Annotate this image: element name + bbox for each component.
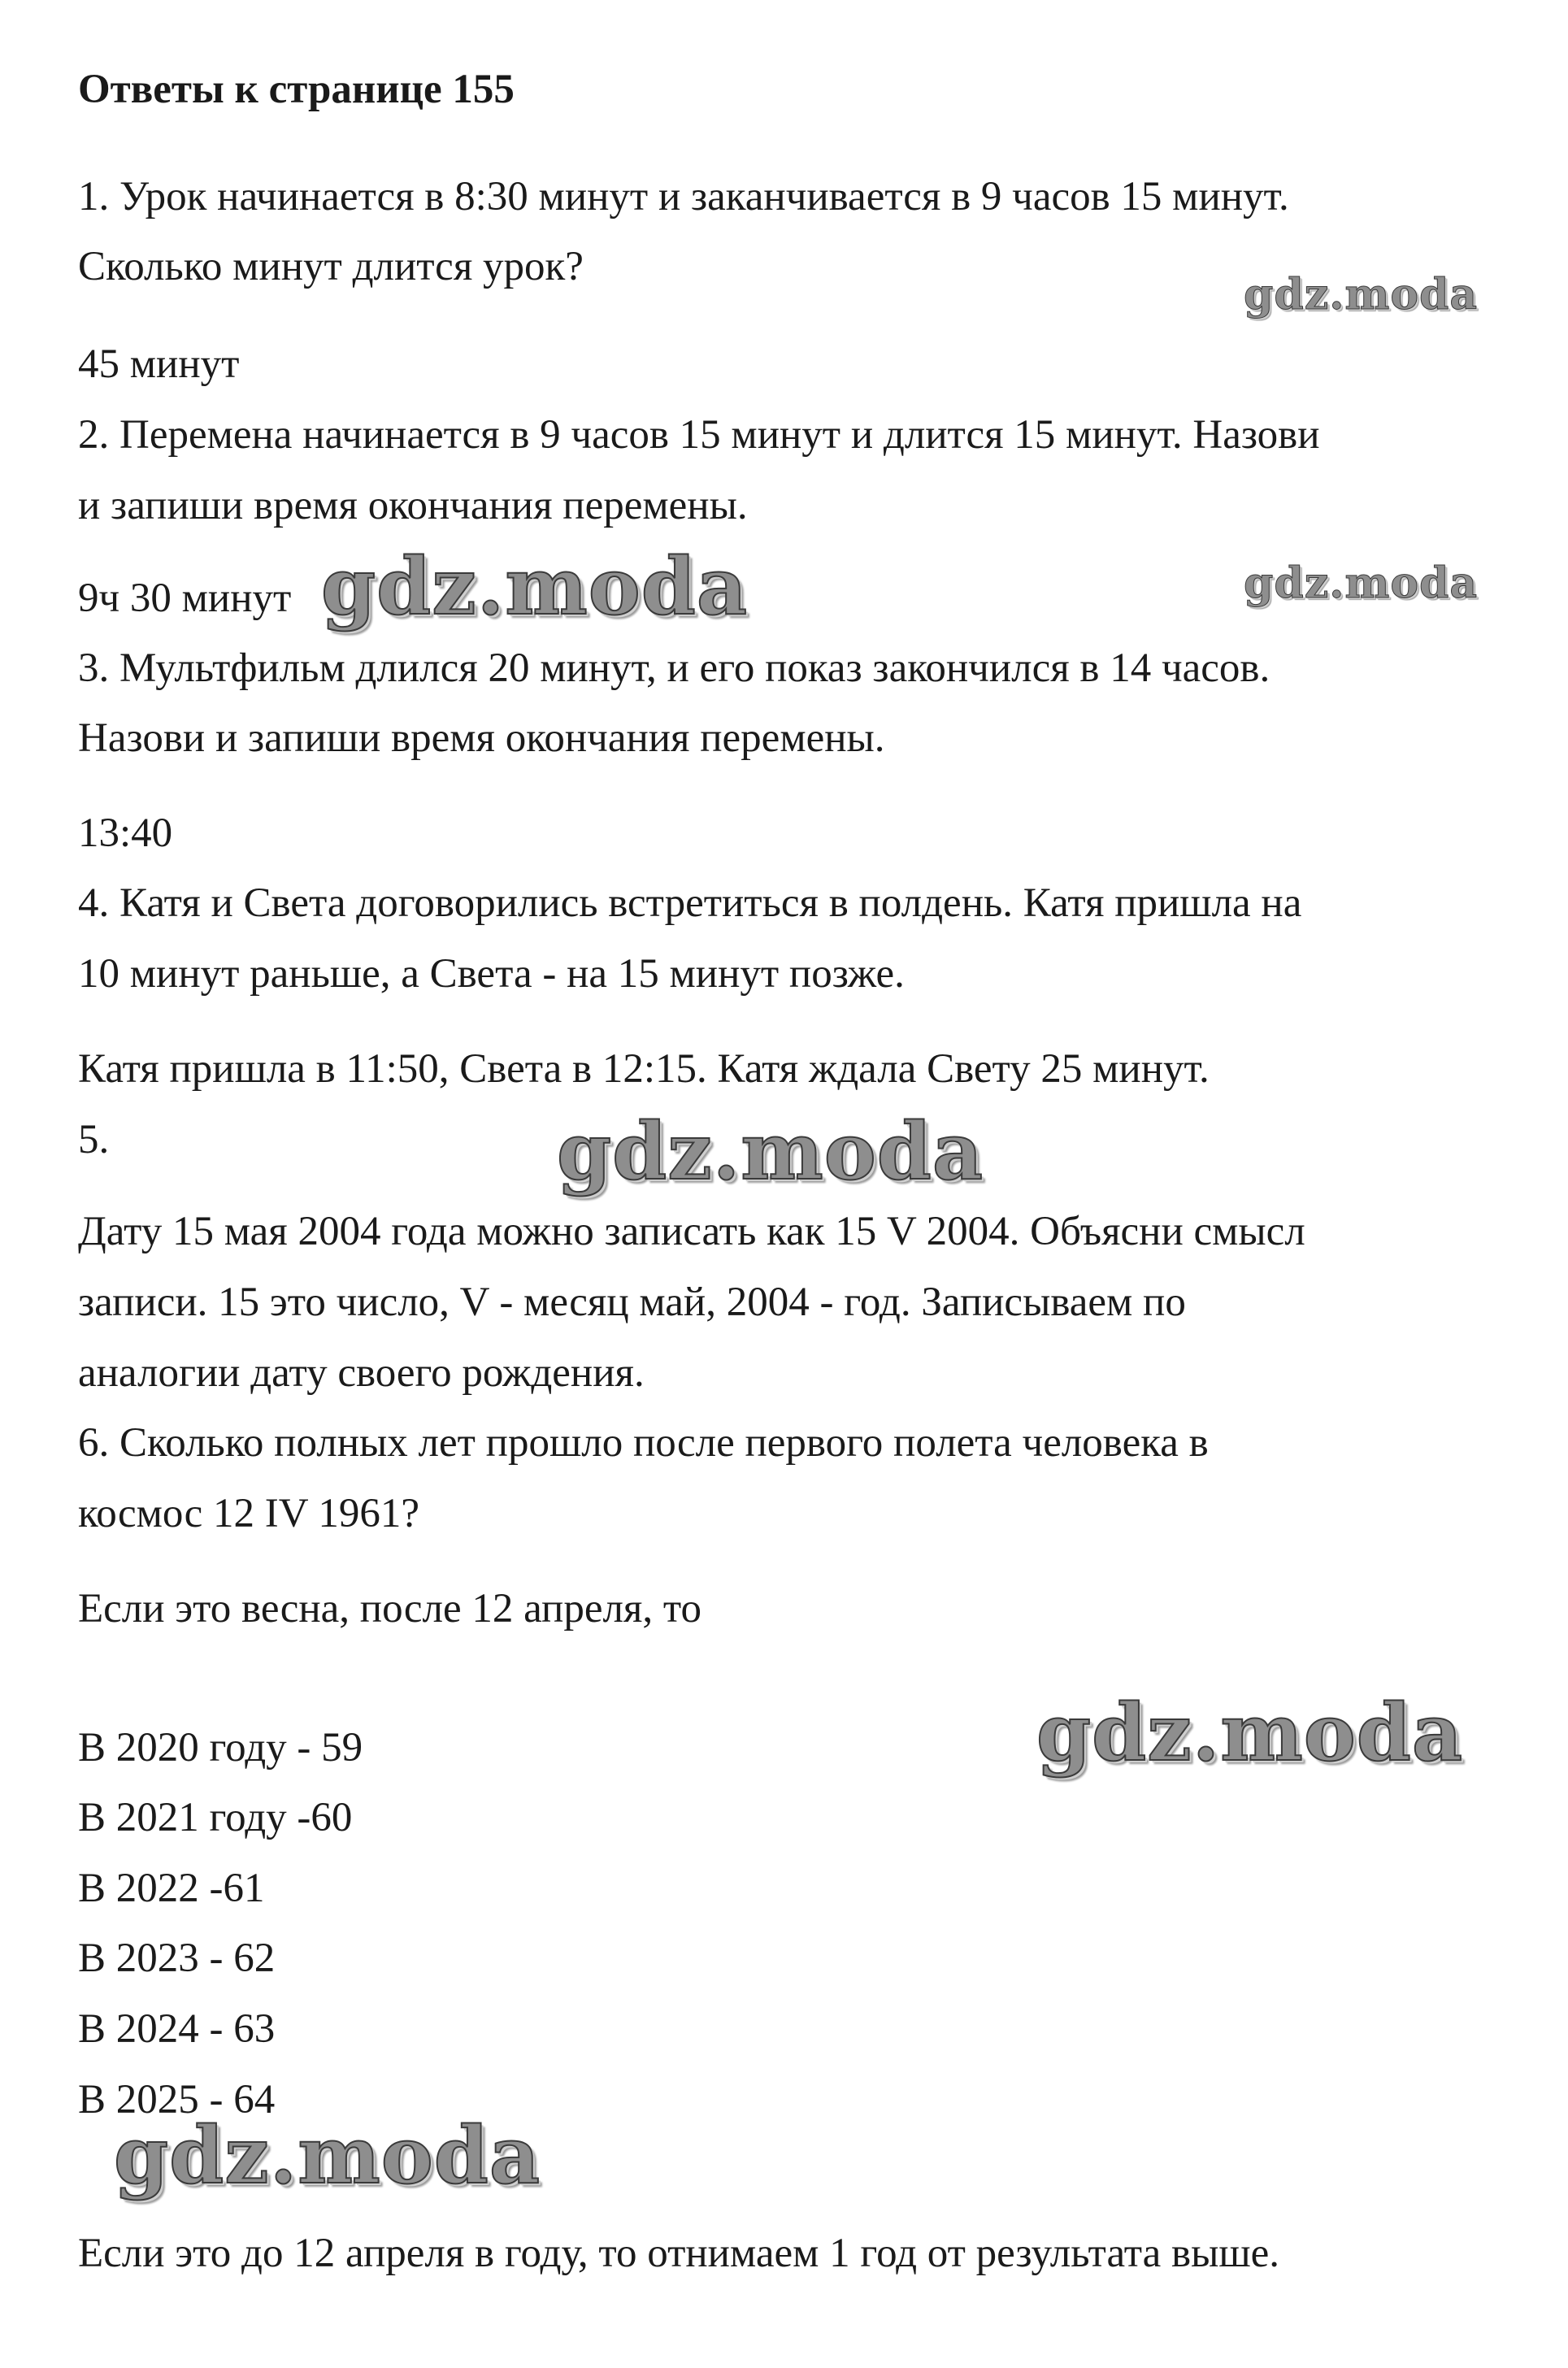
- text-line: 2. Перемена начинается в 9 часов 15 минут и длится 15 минут. Назови: [78, 412, 1320, 458]
- text-line: Если это весна, после 12 апреля, то: [78, 1586, 701, 1632]
- text-line: 5.: [78, 1117, 110, 1162]
- text-line: 45 минут: [78, 341, 240, 387]
- watermark: gdz.moda: [321, 541, 749, 632]
- text-line: В 2025 - 64: [78, 2077, 276, 2123]
- text-line: 13:40: [78, 810, 173, 856]
- text-line: Сколько минут длится урок?: [78, 244, 584, 289]
- text-line: Катя пришла в 11:50, Света в 12:15. Катя ждала Свету 25 минут.: [78, 1046, 1210, 1092]
- watermark: gdz.moda: [557, 1106, 984, 1197]
- watermark: gdz.moda: [114, 2109, 541, 2201]
- page-title: Ответы к странице 155: [78, 67, 515, 112]
- text-line: В 2022 -61: [78, 1866, 265, 1911]
- text-line: 3. Мультфильм длился 20 минут, и его показ закончился в 14 часов.: [78, 645, 1270, 691]
- watermark: gdz.moda: [1244, 270, 1479, 319]
- text-line: аналогии дату своего рождения.: [78, 1350, 645, 1396]
- text-line: записи. 15 это число, V - месяц май, 2004 - год. Записываем по: [78, 1280, 1186, 1325]
- text-line: В 2023 - 62: [78, 1936, 276, 1981]
- watermark: gdz.moda: [1244, 558, 1479, 608]
- text-line: и запиши время окончания перемены.: [78, 483, 748, 528]
- text-line: В 2020 году - 59: [78, 1725, 363, 1771]
- text-line: 6. Сколько полных лет прошло после первого полета человека в: [78, 1420, 1209, 1466]
- text-line: В 2024 - 63: [78, 2006, 276, 2052]
- text-line: Назови и запиши время окончания перемены.: [78, 715, 885, 761]
- text-line: 4. Катя и Света договорились встретиться в полдень. Катя пришла на: [78, 880, 1302, 926]
- text-line: В 2021 году -60: [78, 1795, 353, 1840]
- text-line: Если это до 12 апреля в году, то отнимаем 1 год от результата выше.: [78, 2231, 1280, 2276]
- watermark: gdz.moda: [1036, 1687, 1464, 1779]
- text-line: космос 12 IV 1961?: [78, 1491, 420, 1536]
- text-line: 10 минут раньше, а Света - на 15 минут позже.: [78, 951, 905, 997]
- text-line: Дату 15 мая 2004 года можно записать как 15 V 2004. Объясни смысл: [78, 1209, 1305, 1254]
- text-line: 9ч 30 минут: [78, 576, 292, 621]
- text-line: 1. Урок начинается в 8:30 минут и заканчивается в 9 часов 15 минут.: [78, 174, 1289, 219]
